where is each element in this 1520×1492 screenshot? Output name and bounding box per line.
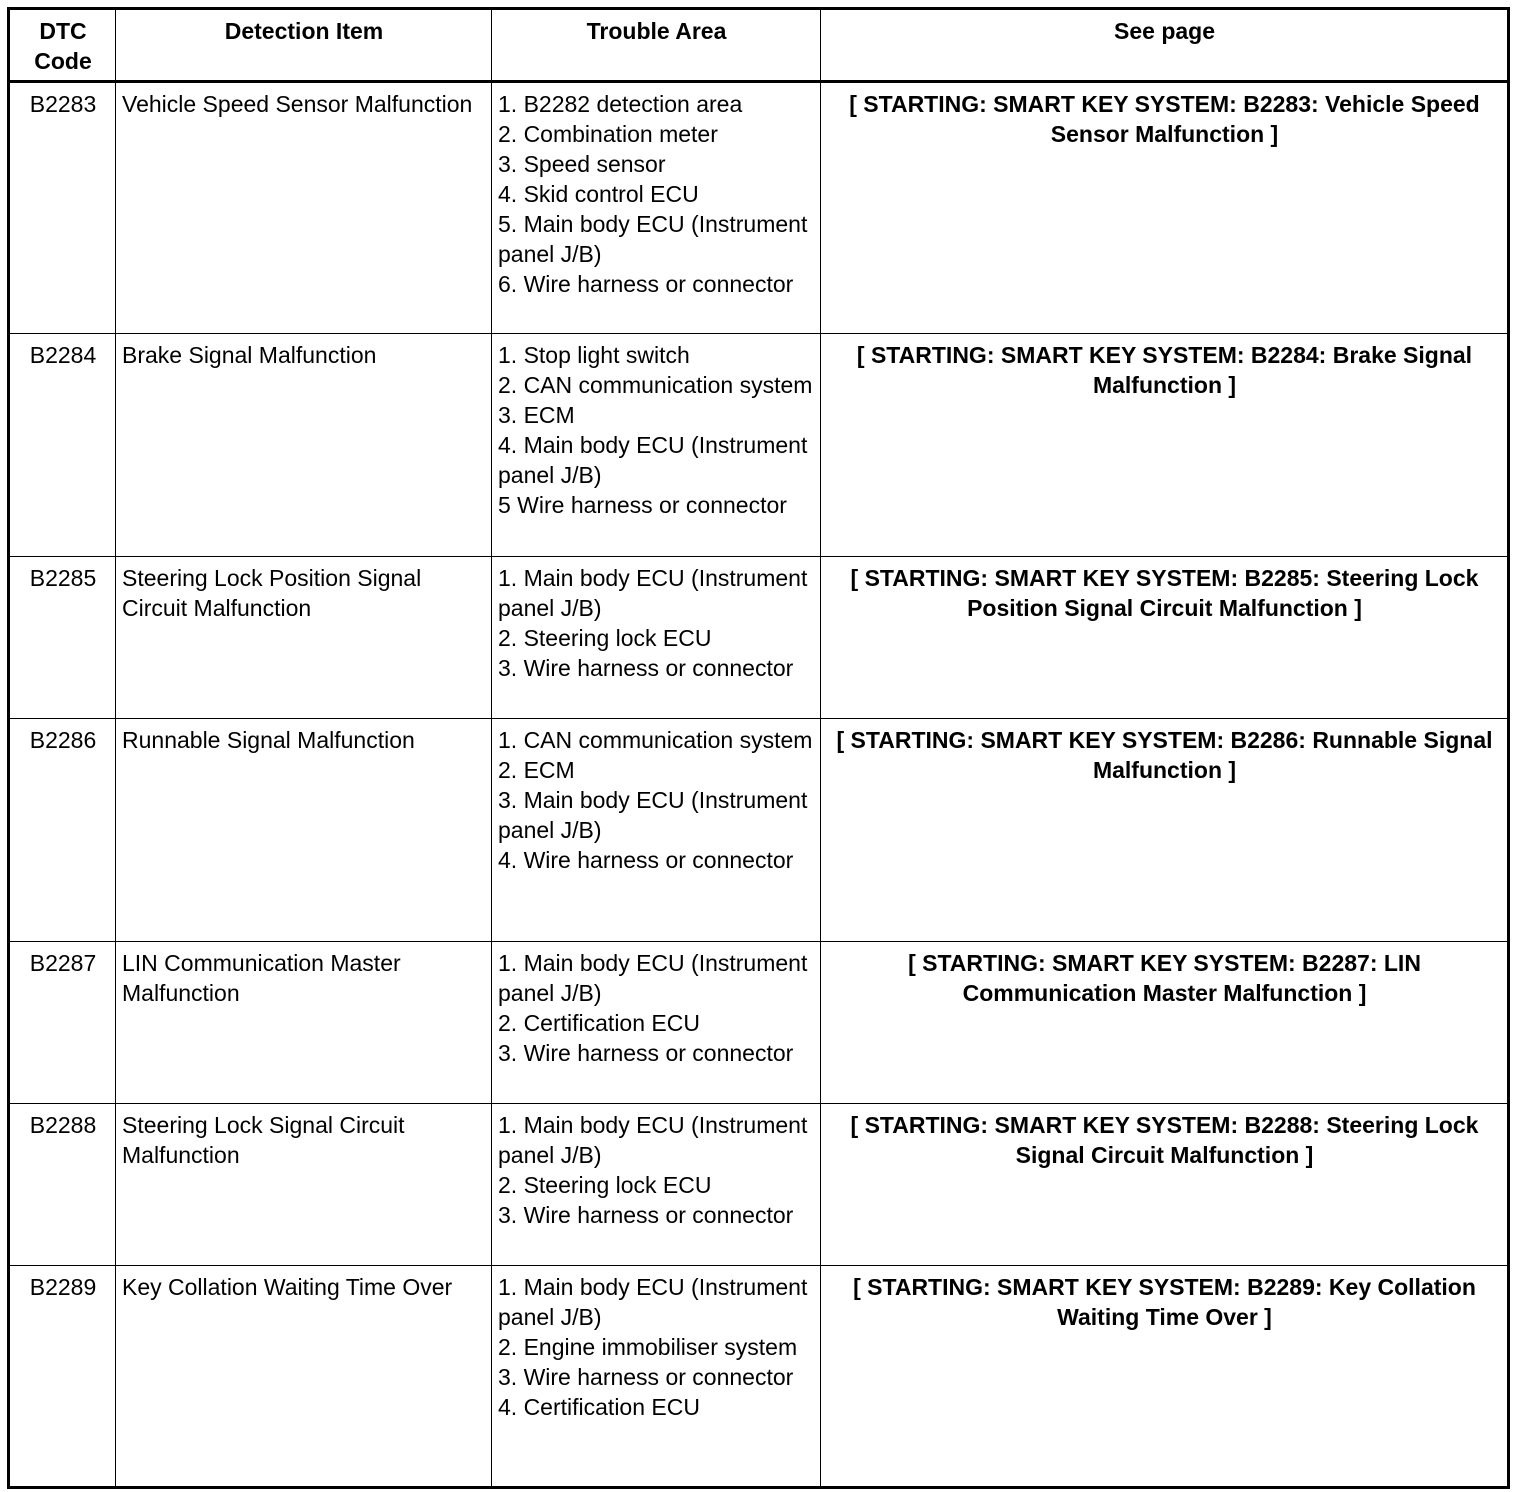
see-page-link[interactable]: [ STARTING: SMART KEY SYSTEM: B2283: Vehicle Speed Sensor Malfunction ] [849, 91, 1480, 147]
header-code-label: Code [34, 48, 92, 74]
trouble-area-item: 5 Wire harness or connector [498, 492, 787, 518]
table-row [9, 719, 1509, 942]
trouble-area-cell [492, 334, 821, 557]
see-page-cell [821, 557, 1509, 719]
table-row [9, 557, 1509, 719]
header-row [9, 9, 1509, 82]
see-page-link[interactable]: [ STARTING: SMART KEY SYSTEM: B2288: Steering Lock Signal Circuit Malfunction ] [850, 1112, 1479, 1168]
dtc-table [7, 7, 1510, 1489]
trouble-area-item: 3. Wire harness or connector [498, 1202, 794, 1228]
detection-item-cell: Steering Lock Signal Circuit Malfunction [116, 1104, 492, 1266]
trouble-area-item: 4. Main body ECU (Instrument panel J/B) [498, 432, 808, 488]
trouble-area-item: 3. Wire harness or connector [498, 655, 794, 681]
trouble-area-item: 3. Main body ECU (Instrument panel J/B) [498, 787, 808, 843]
trouble-area-item: 3. Wire harness or connector [498, 1040, 794, 1066]
detection-item-cell: Key Collation Waiting Time Over [116, 1266, 492, 1488]
trouble-area-item: 1. Main body ECU (Instrument panel J/B) [498, 1274, 808, 1330]
table-body [9, 82, 1509, 1488]
trouble-area-cell [492, 557, 821, 719]
trouble-area-cell [492, 1266, 821, 1488]
header-see-page: See page [821, 9, 1509, 82]
header-dtc-label: DTC [39, 18, 87, 44]
trouble-area-item: 3. Speed sensor [498, 151, 666, 177]
dtc-code-cell: B2283 [9, 82, 116, 334]
trouble-area-item: 2. Steering lock ECU [498, 1172, 712, 1198]
trouble-area-item: 1. Main body ECU (Instrument panel J/B) [498, 950, 808, 1006]
table-row [9, 1266, 1509, 1488]
trouble-area-item: 1. B2282 detection area [498, 91, 743, 117]
see-page-link[interactable]: [ STARTING: SMART KEY SYSTEM: B2289: Key Collation Waiting Time Over ] [853, 1274, 1476, 1330]
dtc-code-cell: B2286 [9, 719, 116, 942]
header-detection-item: Detection Item [116, 9, 492, 82]
detection-item-cell: Steering Lock Position Signal Circuit Malfunction [116, 557, 492, 719]
header-trouble-area: Trouble Area [492, 9, 821, 82]
detection-item-cell: Vehicle Speed Sensor Malfunction [116, 82, 492, 334]
trouble-area-item: 2. Engine immobiliser system [498, 1334, 798, 1360]
trouble-area-item: 2. Steering lock ECU [498, 625, 712, 651]
trouble-area-item: 2. CAN communication system [498, 372, 813, 398]
trouble-area-item: 2. ECM [498, 757, 575, 783]
trouble-area-item: 4. Wire harness or connector [498, 847, 794, 873]
see-page-link[interactable]: [ STARTING: SMART KEY SYSTEM: B2286: Runnable Signal Malfunction ] [836, 727, 1493, 783]
trouble-area-item: 2. Combination meter [498, 121, 718, 147]
see-page-cell [821, 334, 1509, 557]
dtc-code-cell: B2288 [9, 1104, 116, 1266]
detection-item-cell: LIN Communication Master Malfunction [116, 942, 492, 1104]
see-page-cell [821, 1266, 1509, 1488]
trouble-area-item: 1. Main body ECU (Instrument panel J/B) [498, 1112, 808, 1168]
see-page-cell [821, 82, 1509, 334]
trouble-area-item: 1. Main body ECU (Instrument panel J/B) [498, 565, 808, 621]
table-row [9, 82, 1509, 334]
detection-item-cell: Runnable Signal Malfunction [116, 719, 492, 942]
see-page-cell [821, 942, 1509, 1104]
trouble-area-cell [492, 942, 821, 1104]
see-page-cell [821, 1104, 1509, 1266]
dtc-code-cell: B2289 [9, 1266, 116, 1488]
trouble-area-item: 3. ECM [498, 402, 575, 428]
header-dtc-code [9, 9, 116, 82]
see-page-cell [821, 719, 1509, 942]
trouble-area-item: 4. Skid control ECU [498, 181, 699, 207]
trouble-area-item: 4. Certification ECU [498, 1394, 700, 1420]
trouble-area-item: 5. Main body ECU (Instrument panel J/B) [498, 211, 808, 267]
table-row [9, 1104, 1509, 1266]
trouble-area-item: 1. Stop light switch [498, 342, 690, 368]
see-page-link[interactable]: [ STARTING: SMART KEY SYSTEM: B2285: Steering Lock Position Signal Circuit Malfunction ] [850, 565, 1479, 621]
detection-item-cell: Brake Signal Malfunction [116, 334, 492, 557]
dtc-code-cell: B2284 [9, 334, 116, 557]
dtc-code-cell: B2285 [9, 557, 116, 719]
see-page-link[interactable]: [ STARTING: SMART KEY SYSTEM: B2287: LIN Communication Master Malfunction ] [908, 950, 1421, 1006]
trouble-area-item: 6. Wire harness or connector [498, 271, 794, 297]
table-row [9, 334, 1509, 557]
trouble-area-item: 2. Certification ECU [498, 1010, 700, 1036]
dtc-code-cell: B2287 [9, 942, 116, 1104]
trouble-area-cell [492, 719, 821, 942]
table-row [9, 942, 1509, 1104]
trouble-area-cell [492, 1104, 821, 1266]
trouble-area-item: 3. Wire harness or connector [498, 1364, 794, 1390]
trouble-area-item: 1. CAN communication system [498, 727, 813, 753]
see-page-link[interactable]: [ STARTING: SMART KEY SYSTEM: B2284: Brake Signal Malfunction ] [856, 342, 1473, 398]
trouble-area-cell [492, 82, 821, 334]
